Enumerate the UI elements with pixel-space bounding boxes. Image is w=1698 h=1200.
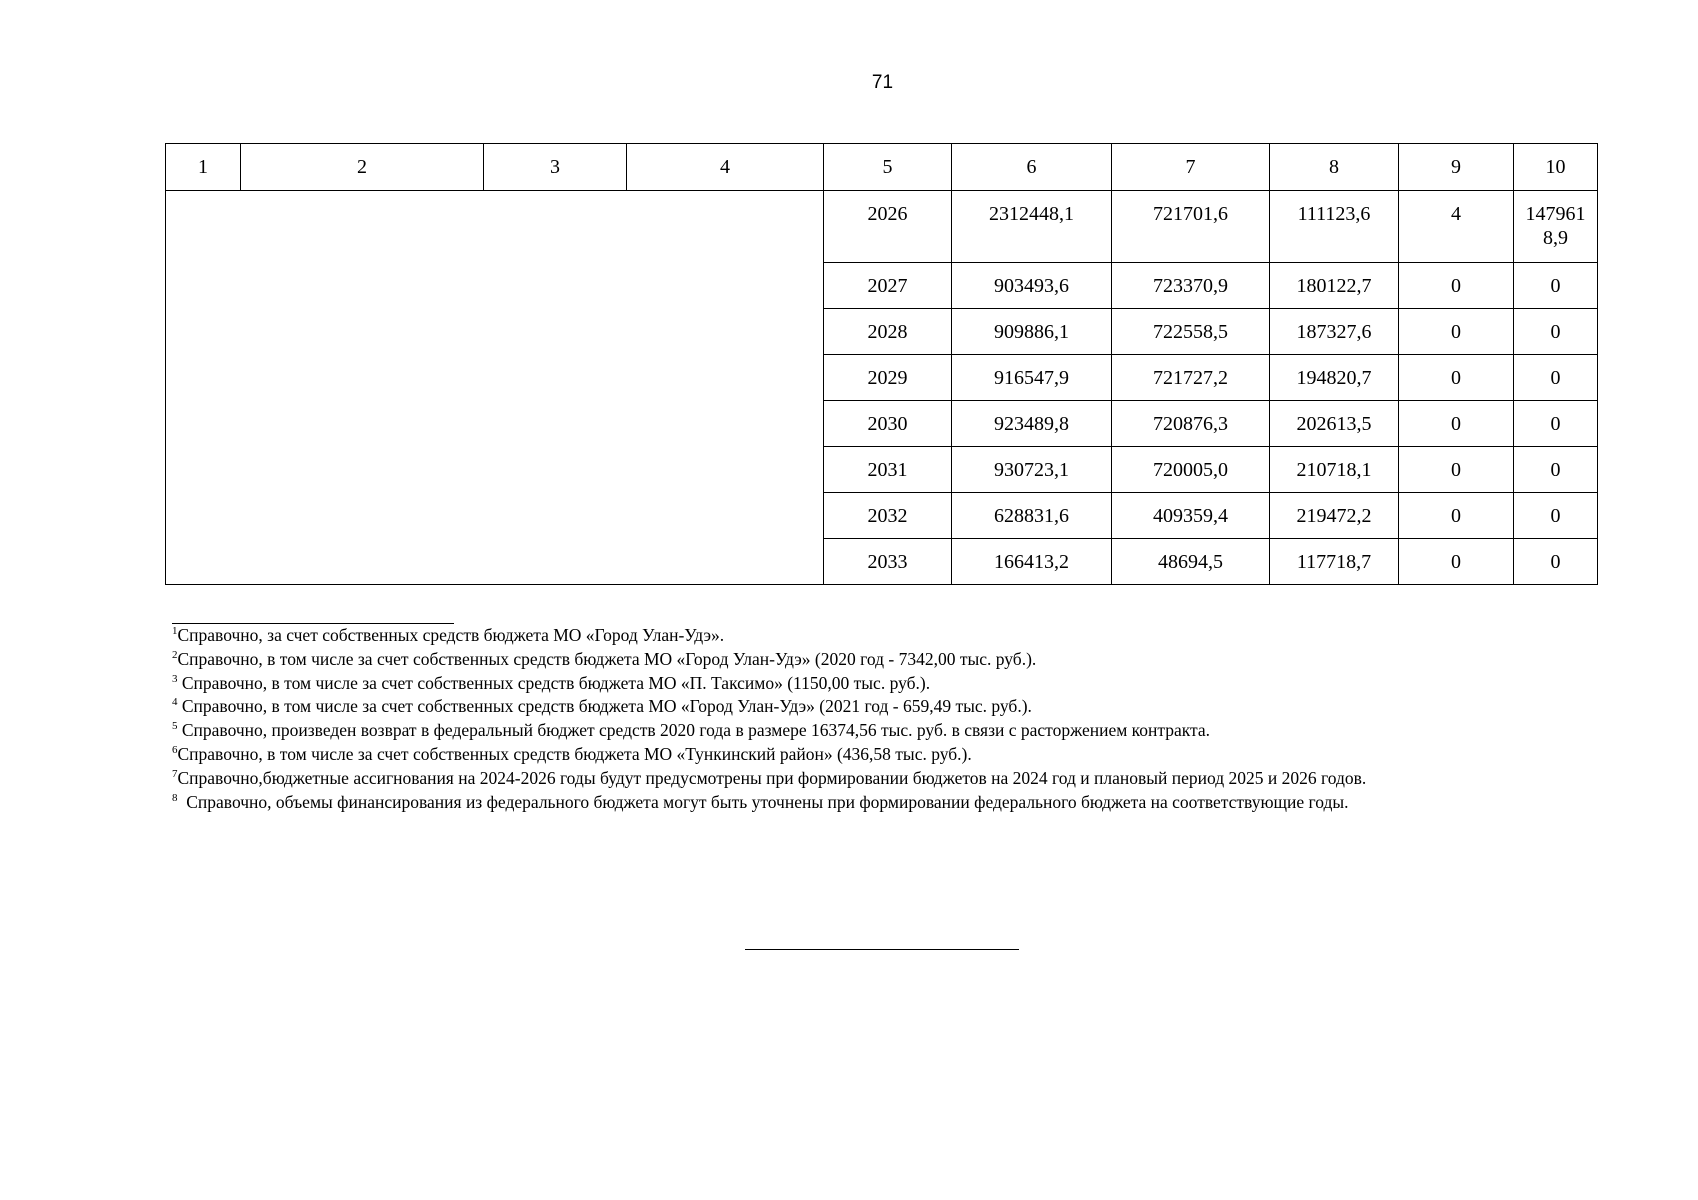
footnote bbox=[172, 695, 1592, 719]
year-cell: 2031 bbox=[824, 447, 952, 493]
column-number: 7 bbox=[1112, 144, 1270, 191]
column-number: 6 bbox=[952, 144, 1112, 191]
column-number: 9 bbox=[1399, 144, 1514, 191]
year-cell: 2033 bbox=[824, 539, 952, 585]
year-cell: 2028 bbox=[824, 309, 952, 355]
table-row bbox=[166, 191, 1598, 263]
value-cell: 0 bbox=[1399, 355, 1514, 401]
page-number: 71 bbox=[871, 72, 894, 93]
value-cell: 0 bbox=[1514, 355, 1598, 401]
footnote-mark: 6 bbox=[172, 744, 178, 757]
footnote-mark: 5 bbox=[172, 720, 178, 733]
value-cell: 0 bbox=[1514, 447, 1598, 493]
value-cell: 180122,7 bbox=[1270, 263, 1399, 309]
value-cell: 0 bbox=[1399, 401, 1514, 447]
value-cell: 2312448,1 bbox=[952, 191, 1112, 263]
footnote-text: Справочно, за счет собственных средств бюджета МО «Город Улан-Удэ». bbox=[177, 625, 725, 645]
year-cell: 2030 bbox=[824, 401, 952, 447]
value-cell: 0 bbox=[1514, 539, 1598, 585]
value-cell: 721727,2 bbox=[1112, 355, 1270, 401]
value-cell: 0 bbox=[1514, 493, 1598, 539]
value-cell: 147961 8,9 bbox=[1514, 191, 1598, 263]
value-cell: 0 bbox=[1399, 263, 1514, 309]
column-number-row bbox=[166, 144, 1598, 191]
footnote bbox=[172, 672, 1592, 696]
column-number: 3 bbox=[484, 144, 627, 191]
year-cell: 2026 bbox=[824, 191, 952, 263]
footnote-mark: 3 bbox=[172, 672, 178, 685]
value-cell: 0 bbox=[1514, 263, 1598, 309]
value-cell: 111123,6 bbox=[1270, 191, 1399, 263]
footnote-mark: 2 bbox=[172, 648, 178, 661]
value-cell: 916547,9 bbox=[952, 355, 1112, 401]
value-cell: 210718,1 bbox=[1270, 447, 1399, 493]
footnote bbox=[172, 648, 1592, 672]
footnote bbox=[172, 767, 1592, 791]
value-cell: 117718,7 bbox=[1270, 539, 1399, 585]
value-cell: 48694,5 bbox=[1112, 539, 1270, 585]
footnote bbox=[172, 719, 1592, 743]
value-cell: 0 bbox=[1514, 401, 1598, 447]
footnote-mark: 1 bbox=[172, 625, 178, 638]
column-number: 1 bbox=[166, 144, 241, 191]
value-cell: 909886,1 bbox=[952, 309, 1112, 355]
value-cell: 166413,2 bbox=[952, 539, 1112, 585]
year-cell: 2029 bbox=[824, 355, 952, 401]
value-cell: 628831,6 bbox=[952, 493, 1112, 539]
value-cell: 722558,5 bbox=[1112, 309, 1270, 355]
value-cell: 720005,0 bbox=[1112, 447, 1270, 493]
footnote-text: Справочно,бюджетные ассигнования на 2024-2026 годы будут предусмотрены при формировании бюджетов на 2024 год и плановый период 2025 и 2026 годов. bbox=[177, 767, 1367, 788]
footnote-mark: 8 bbox=[172, 791, 178, 804]
year-cell: 2027 bbox=[824, 263, 952, 309]
value-cell: 202613,5 bbox=[1270, 401, 1399, 447]
value-cell: 219472,2 bbox=[1270, 493, 1399, 539]
footnote-text: Справочно, объемы финансирования из федерального бюджета могут быть уточнены при формировании федерального бюджета на соответствующие годы. bbox=[177, 791, 1349, 812]
value-cell: 4 bbox=[1399, 191, 1514, 263]
value-cell: 723370,9 bbox=[1112, 263, 1270, 309]
end-of-document-rule bbox=[745, 949, 1019, 950]
value-cell: 930723,1 bbox=[952, 447, 1112, 493]
value-cell: 0 bbox=[1399, 447, 1514, 493]
footnote-mark: 4 bbox=[172, 696, 178, 709]
footnote-text: Справочно, в том числе за счет собственных средств бюджета МО «Город Улан-Удэ» (2020 год - 7342,00 тыс. руб.). bbox=[177, 648, 1037, 669]
footnote bbox=[172, 743, 1592, 767]
footnotes bbox=[172, 624, 1592, 814]
merged-empty-cell bbox=[166, 191, 824, 585]
column-number: 5 bbox=[824, 144, 952, 191]
column-number: 8 bbox=[1270, 144, 1399, 191]
value-cell: 903493,6 bbox=[952, 263, 1112, 309]
footnote bbox=[172, 791, 1592, 815]
value-cell: 0 bbox=[1399, 493, 1514, 539]
footnote-text: Справочно, в том числе за счет собственных средств бюджета МО «Город Улан-Удэ» (2021 год - 659,49 тыс. руб.). bbox=[177, 696, 1032, 717]
footnote-text: Справочно, в том числе за счет собственных средств бюджета МО «П. Таксимо» (1150,00 тыс. руб.). bbox=[177, 672, 931, 693]
footnote-text: Справочно, в том числе за счет собственных средств бюджета МО «Тункинский район» (436,58 тыс. руб.). bbox=[177, 743, 972, 764]
financing-table bbox=[165, 143, 1598, 585]
value-cell: 923489,8 bbox=[952, 401, 1112, 447]
value-cell: 0 bbox=[1399, 309, 1514, 355]
value-cell: 0 bbox=[1514, 309, 1598, 355]
footnote bbox=[172, 624, 1592, 648]
value-cell: 721701,6 bbox=[1112, 191, 1270, 263]
footnote-mark: 7 bbox=[172, 767, 178, 780]
value-cell: 409359,4 bbox=[1112, 493, 1270, 539]
column-number: 2 bbox=[241, 144, 484, 191]
value-cell: 0 bbox=[1399, 539, 1514, 585]
column-number: 4 bbox=[627, 144, 824, 191]
value-cell: 194820,7 bbox=[1270, 355, 1399, 401]
value-cell: 187327,6 bbox=[1270, 309, 1399, 355]
footnote-text: Справочно, произведен возврат в федеральный бюджет средств 2020 года в размере 16374,56 тыс. руб. в связи с расторжением контракта. bbox=[177, 720, 1211, 741]
year-cell: 2032 bbox=[824, 493, 952, 539]
value-cell: 720876,3 bbox=[1112, 401, 1270, 447]
column-number: 10 bbox=[1514, 144, 1598, 191]
